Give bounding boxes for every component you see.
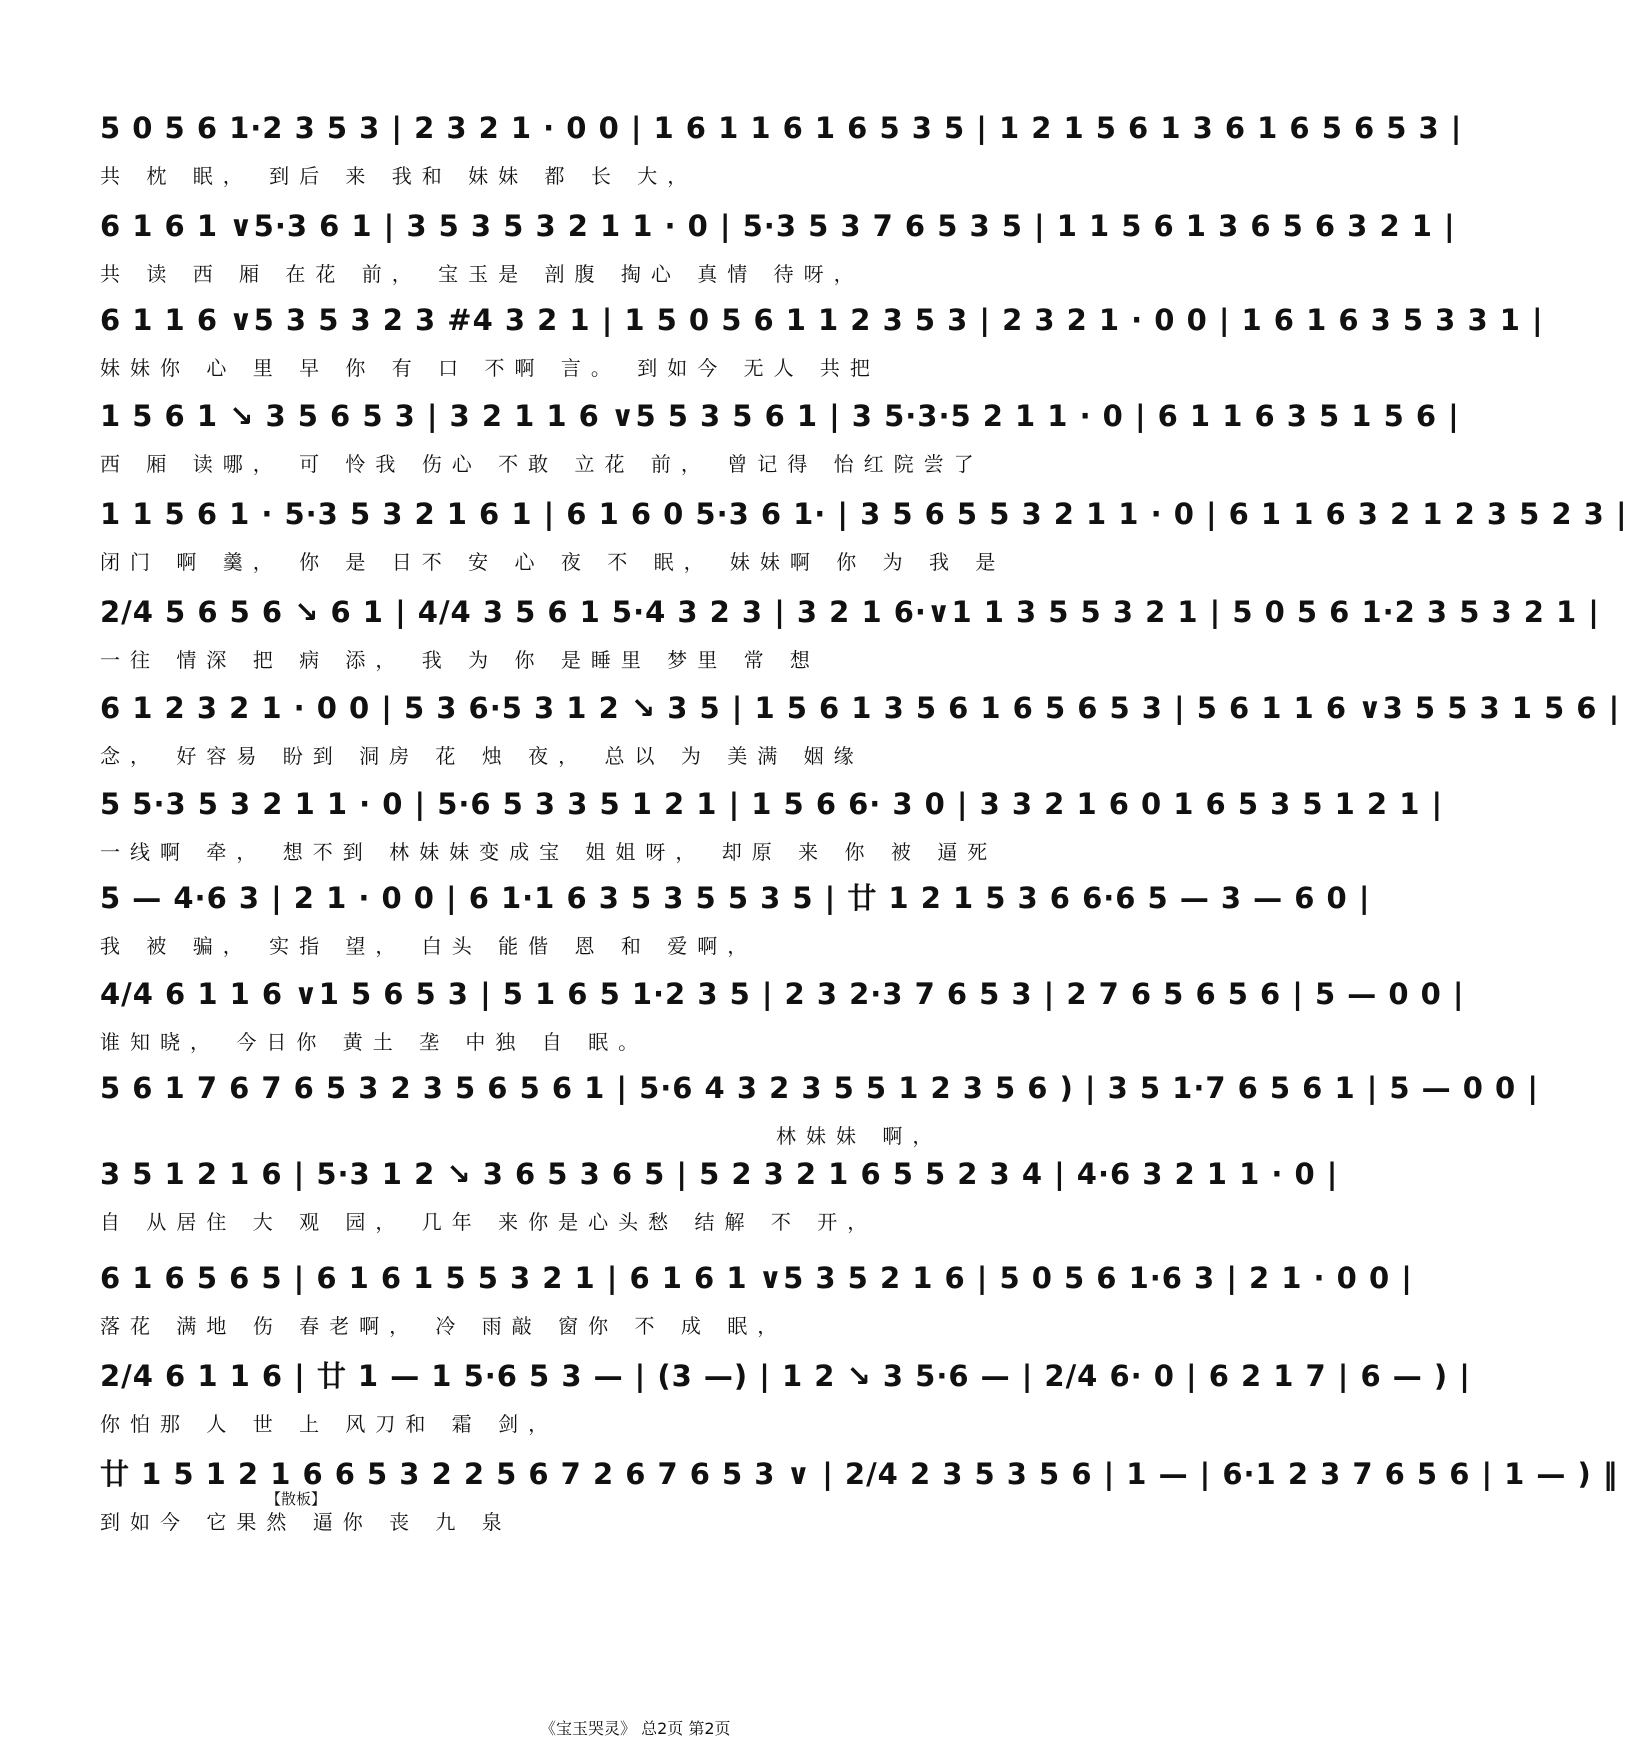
lyrics-line: 一往 情深 把 病 添， 我 为 你 是睡里 梦里 常 想 (100, 648, 820, 672)
score-system-1 (96, 98, 1463, 198)
jianpu-notes: 4/4 6 1 1 6 ∨1 5 6 5 3 | 5 1 6 5 1·2 3 5 | 2 3 2·3 7 6 5 3 | 2 7 6 5 6 5 6 | 5 — 0 0 | (100, 977, 1465, 1011)
jianpu-notes: 廿 1 5 1 2 1 6 6 5 3 2 2 5 6 7 2 6 7 6 5 3 ∨ | 2/4 2 3 5 3 5 6 | 1 — | 6·1 2 3 7 6 5 6 | 1 — ) ‖ (100, 1457, 1619, 1491)
page-footer: 《宝玉哭灵》 总2页 第2页 (540, 1719, 731, 1738)
lyrics-line: 落花 满地 伤 春老啊， 冷 雨敲 窗你 不 成 眠， (100, 1314, 788, 1338)
jianpu-notes: 5 6 1 7 6 7 6 5 3 2 3 5 6 5 6 1 | 5·6 4 3 2 3 5 5 1 2 3 5 6 ) | 3 5 1·7 6 5 6 1 | 5 — 0 0 | (100, 1071, 1539, 1105)
lyrics-line: 到如今 它果然 逼你 丧 九 泉 (100, 1510, 512, 1534)
lyrics-line: 你怕那 人 世 上 风刀和 霜 剑， (100, 1412, 559, 1436)
jianpu-notes: 3 5 1 2 1 6 | 5·3 1 2 ↘ 3 6 5 3 6 5 | 5 2 3 2 1 6 5 5 2 3 4 | 4·6 3 2 1 1 · 0 | (100, 1157, 1339, 1191)
lyrics-line: 谁知晓， 今日你 黄土 垄 中独 自 眠。 (100, 1030, 649, 1054)
score-system-2 (96, 196, 1456, 296)
lyrics-line: 共 枕 眠， 到后 来 我和 妹妹 都 长 大， (100, 164, 698, 188)
lyrics-line: 妹妹你 心 里 早 你 有 口 不啊 言。 到如今 无人 共把 (100, 356, 880, 380)
jianpu-notes: 2/4 5 6 5 6 ↘ 6 1 | 4/4 3 5 6 1 5·4 3 2 3 | 3 2 1 6·∨1 1 3 5 5 3 2 1 | 5 0 5 6 1·2 3 5 3 2 1 | (100, 595, 1600, 629)
jianpu-notes: 6 1 6 1 ∨5·3 6 1 | 3 5 3 5 3 2 1 1 · 0 | 5·3 5 3 7 6 5 3 5 | 1 1 5 6 1 3 6 5 6 3 2 1 | (100, 209, 1456, 243)
lyrics-line: 共 读 西 厢 在花 前， 宝玉是 剖腹 掏心 真情 待呀， (100, 262, 864, 286)
score-system-4 (96, 386, 1460, 486)
lyrics-line: 林妹妹 啊， (776, 1124, 943, 1148)
jianpu-notes: 5 0 5 6 1·2 3 5 3 | 2 3 2 1 · 0 0 | 1 6 1 1 6 1 6 5 3 5 | 1 2 1 5 6 1 3 6 1 6 5 6 5 3 | (100, 111, 1463, 145)
score-system-13 (96, 1248, 1413, 1348)
jianpu-notes: 1 1 5 6 1 · 5·3 5 3 2 1 6 1 | 6 1 6 0 5·3 6 1· | 3 5 6 5 5 3 2 1 1 · 0 | 6 1 1 6 3 2 1 2 3 5 2 3 | (100, 497, 1628, 531)
score-system-8 (96, 774, 1444, 874)
tempo-marking: 【散板】 (266, 1490, 327, 1508)
score-system-6 (96, 582, 1600, 682)
jianpu-notes: 5 — 4·6 3 | 2 1 · 0 0 | 6 1·1 6 3 5 3 5 5 3 5 | 廿 1 2 1 5 3 6 6·6 5 — 3 — 6 0 | (100, 881, 1371, 915)
jianpu-notes: 6 1 1 6 ∨5 3 5 3 2 3 #4 3 2 1 | 1 5 0 5 6 1 1 2 3 5 3 | 2 3 2 1 · 0 0 | 1 6 1 6 3 5 3 3 1 | (100, 303, 1544, 337)
jianpu-notes: 6 1 6 5 6 5 | 6 1 6 1 5 5 3 2 1 | 6 1 6 1 ∨5 3 5 2 1 6 | 5 0 5 6 1·6 3 | 2 1 · 0 0 | (100, 1261, 1413, 1295)
lyrics-line: 念， 好容易 盼到 洞房 花 烛 夜， 总以 为 美满 姻缘 (100, 744, 864, 768)
jianpu-notes: 1 5 6 1 ↘ 3 5 6 5 3 | 3 2 1 1 6 ∨5 5 3 5 6 1 | 3 5·3·5 2 1 1 · 0 | 6 1 1 6 3 5 1 5 6 | (100, 399, 1460, 433)
score-system-7 (96, 678, 1621, 778)
score-system-15 (96, 1444, 1619, 1544)
lyrics-line: 西 厢 读哪， 可 怜我 伤心 不敢 立花 前， 曾记得 怡红院尝了 (100, 452, 984, 476)
lyrics-line: 一线啊 牵， 想不到 林妹妹变成宝 姐姐呀， 却原 来 你 被 逼死 (100, 840, 998, 864)
lyrics-line: 自 从居住 大 观 园， 几年 来你是心头愁 结解 不 开， (100, 1210, 878, 1234)
jianpu-notes: 5 5·3 5 3 2 1 1 · 0 | 5·6 5 3 3 5 1 2 1 | 1 5 6 6· 3 0 | 3 3 2 1 6 0 1 6 5 3 5 1 2 1 | (100, 787, 1444, 821)
score-system-11 (96, 1058, 1539, 1158)
score-system-9 (96, 868, 1371, 968)
score-system-10 (96, 964, 1465, 1064)
score-system-14 (96, 1346, 1471, 1446)
lyrics-line: 闭门 啊 羹， 你 是 日不 安 心 夜 不 眠， 妹妹啊 你 为 我 是 (100, 550, 1006, 574)
jianpu-notes: 6 1 2 3 2 1 · 0 0 | 5 3 6·5 3 1 2 ↘ 3 5 | 1 5 6 1 3 5 6 1 6 5 6 5 3 | 5 6 1 1 6 ∨3 5 5 3 1 5 6 | (100, 691, 1621, 725)
lyrics-line: 我 被 骗， 实指 望， 白头 能偕 恩 和 爱啊， (100, 934, 758, 958)
score-system-12 (96, 1144, 1339, 1244)
score-system-5 (96, 484, 1628, 584)
jianpu-notes: 2/4 6 1 1 6 | 廿 1 — 1 5·6 5 3 — | (3 —) | 1 2 ↘ 3 5·6 — | 2/4 6· 0 | 6 2 1 7 | 6 — ) | (100, 1359, 1471, 1393)
score-system-3 (96, 290, 1544, 390)
